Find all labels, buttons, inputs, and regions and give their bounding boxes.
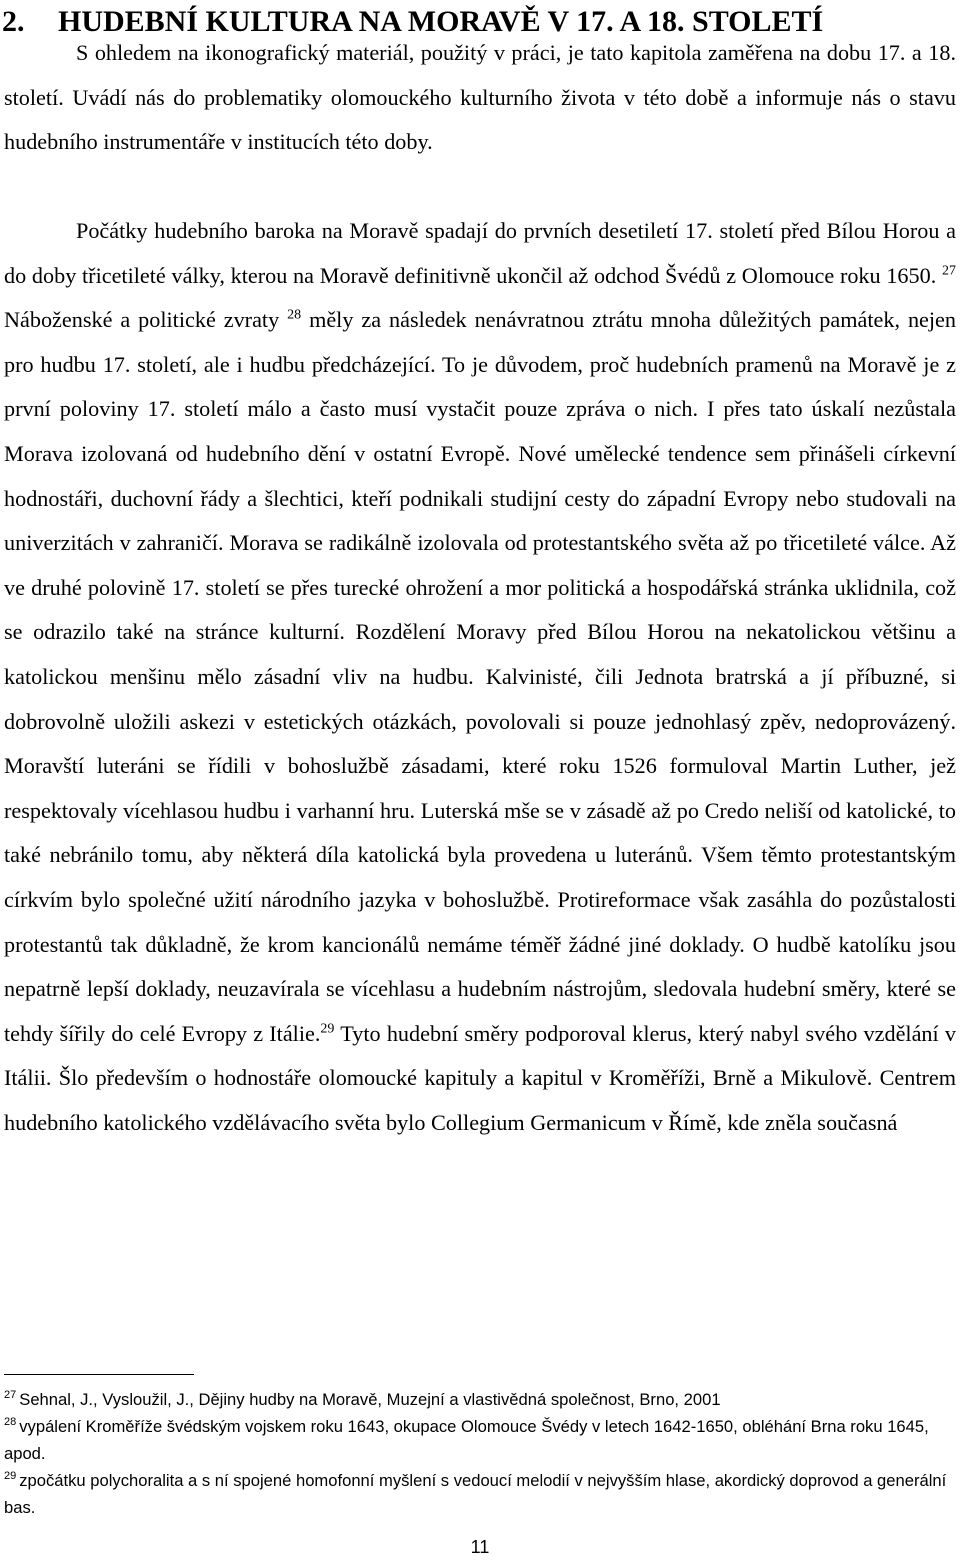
footnote-ref-27[interactable]: 27 — [942, 263, 956, 279]
footnote-27 — [4, 1386, 956, 1413]
paragraph-intro-text: S ohledem na ikonografický materiál, použitý v práci, je tato kapitola zaměřena na dobu 17. a 18. století. Uvádí nás do problematiky olomouckého kulturního života v této době a informuje nás o stavu hudebního instrumentáře v institucích této doby. — [4, 40, 956, 155]
footnote-ref-29[interactable]: 29 — [320, 1021, 335, 1037]
footnote-mark: 28 — [4, 1416, 17, 1429]
paragraph-main-text-3: měly za následek nenávratnou ztrátu mnoha důležitých památek, nejen pro hudbu 17. století, ale i hudbu předcházející. To je důvodem, proč hudebních pramenů na Moravě je z první poloviny 17. století málo a často musí vystačit pouze zpráva o nich. I přes tato úskalí nezůstala Morava izolovaná od hudebního dění v ostatní Evropě. Nové umělecké tendence sem přinášeli církevní hodnostáři, duchovní řády a šlechtici, kteří podnikali studijní cesty do západní Evropy nebo studovali na univerzitách v zahraničí. Morava se radikálně izolovala od protestantského světa až po třicetileté válce. Až ve druhé polovině 17. století se přes turecké ohrožení a mor politická a hospodářská stránka uklidnila, což se odrazilo také na stránce kulturní. Rozdělení Moravy před Bílou Horou na nekatolickou většinu a katolickou menšinu mělo zásadní vliv na hudbu. Kalvinisté, čili Jednota bratrská a jí příbuzné, si dobrovolně uložili askezi v estetických otázkách, povolovali si pouze jednohlasý zpěv, nedoprovázený. Moravští luteráni se řídili v bohoslužbě zásadami, které roku 1526 formuloval Martin Luther, jež respektovaly vícehlasou hudbu i varhanní hru. Luterská mše se v zásadě až po Credo neliší od katolické, to také nebránilo tomu, aby některá díla katolická byla provedena u luteránů. Všem těmto protestantským církvím bylo společné užití národního jazyka v bohoslužbě. Protireformace však zasáhla do pozůstalosti protestantů tak důkladně, že krom kancionálů nemáme téměř žádné jiné doklady. O hudbě katolíku jsou nepatrně lepší doklady, neuzavírala se vícehlasu a hudebním nástrojům, sledovala hudební směry, které se tehdy šířily do celé Evropy z Itálie. — [4, 307, 957, 1046]
footnote-text: Sehnal, J., Vysloužil, J., Dějiny hudby na Moravě, Muzejní a vlastivědná společnost, Brno, 2001 — [19, 1390, 721, 1409]
chapter-number: 2. — [2, 5, 25, 38]
paragraph-main-text-1: Počátky hudebního baroka na Moravě spadají do prvních desetiletí 17. století před Bílou Horou a do doby třicetileté války, kterou na Moravě definitivně ukončil až odchod Švédů z Olomouce roku 1650. — [4, 218, 956, 288]
footnote-29 — [4, 1467, 956, 1521]
footnote-28 — [4, 1413, 956, 1467]
footnote-mark: 27 — [4, 1389, 17, 1402]
footnote-separator — [4, 1374, 194, 1375]
footnote-ref-28[interactable]: 28 — [287, 307, 302, 323]
paragraph-main-text-2: Náboženské a politické zvraty — [4, 307, 280, 333]
footnote-mark: 29 — [4, 1470, 17, 1483]
footnotes — [4, 1386, 956, 1521]
page-number: 11 — [470, 1537, 490, 1557]
footnote-text: zpočátku polychoralita a s ní spojené homofonní myšlení s vedoucí melodií v nejvyšším hlase, akordický doprovod a generální bas. — [4, 1471, 947, 1517]
paragraph-main — [4, 209, 956, 1145]
chapter-title: HUDEBNÍ KULTURA NA MORAVĚ V 17. A 18. STOLETÍ — [58, 5, 824, 38]
footnote-text: vypálení Kroměříže švédským vojskem roku 1643, okupace Olomouce Švédy v letech 1642-1650, obléhání Brna roku 1645, apod. — [4, 1417, 929, 1463]
paragraph-main-text-4: Tyto hudební směry podporoval klerus, který nabyl svého vzdělání v Itálii. Šlo především o hodnostáře olomoucké kapituly a kapitul v Kroměříži, Brně a Mikulově. Centrem hudebního katolického vzdělávacího světa bylo Collegium Germanicum v Římě, kde zněla současná — [4, 1020, 956, 1135]
paragraph-intro — [4, 31, 956, 165]
